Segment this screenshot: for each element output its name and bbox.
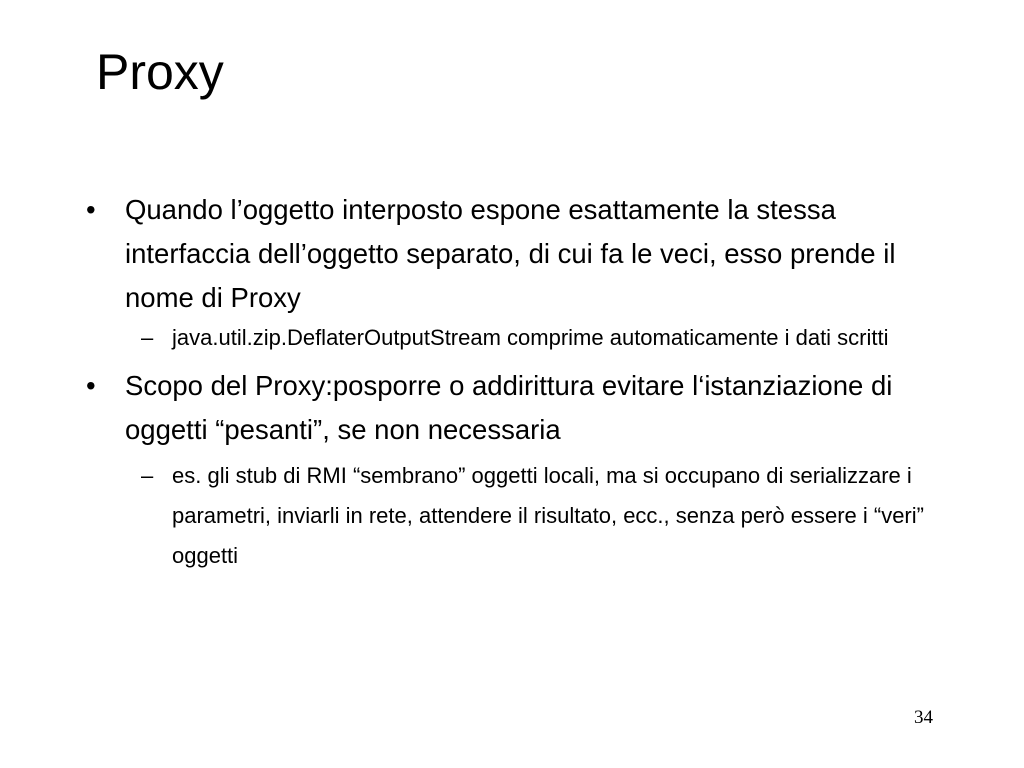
bullet-icon: • xyxy=(86,194,96,225)
sub-point xyxy=(141,322,944,354)
bullet-icon: • xyxy=(86,370,96,401)
sub-point xyxy=(141,456,944,576)
sub-point-text: es. gli stub di RMI “sembrano” oggetti locali, ma si occupano di serializzare i parametri, inviarli in rete, attendere il risultato, ecc., senza però essere i “veri” oggetti xyxy=(172,463,924,568)
dash-icon: – xyxy=(141,325,154,350)
dash-icon: – xyxy=(141,463,154,488)
bullet-point xyxy=(84,188,944,320)
bullet-text: Quando l’oggetto interposto espone esattamente la stessa interfaccia dell’oggetto separato, di cui fa le veci, esso prende il nome di Proxy xyxy=(125,194,896,313)
sub-point-text: java.util.zip.DeflaterOutputStream comprime automaticamente i dati scritti xyxy=(172,325,889,350)
slide-title: Proxy xyxy=(96,44,224,100)
slide-body xyxy=(84,188,944,576)
bullet-point xyxy=(84,364,944,452)
bullet-text: Scopo del Proxy:posporre o addirittura evitare l‘istanziazione di oggetti “pesanti”, se non necessaria xyxy=(125,370,893,445)
page-number: 34 xyxy=(914,707,933,728)
